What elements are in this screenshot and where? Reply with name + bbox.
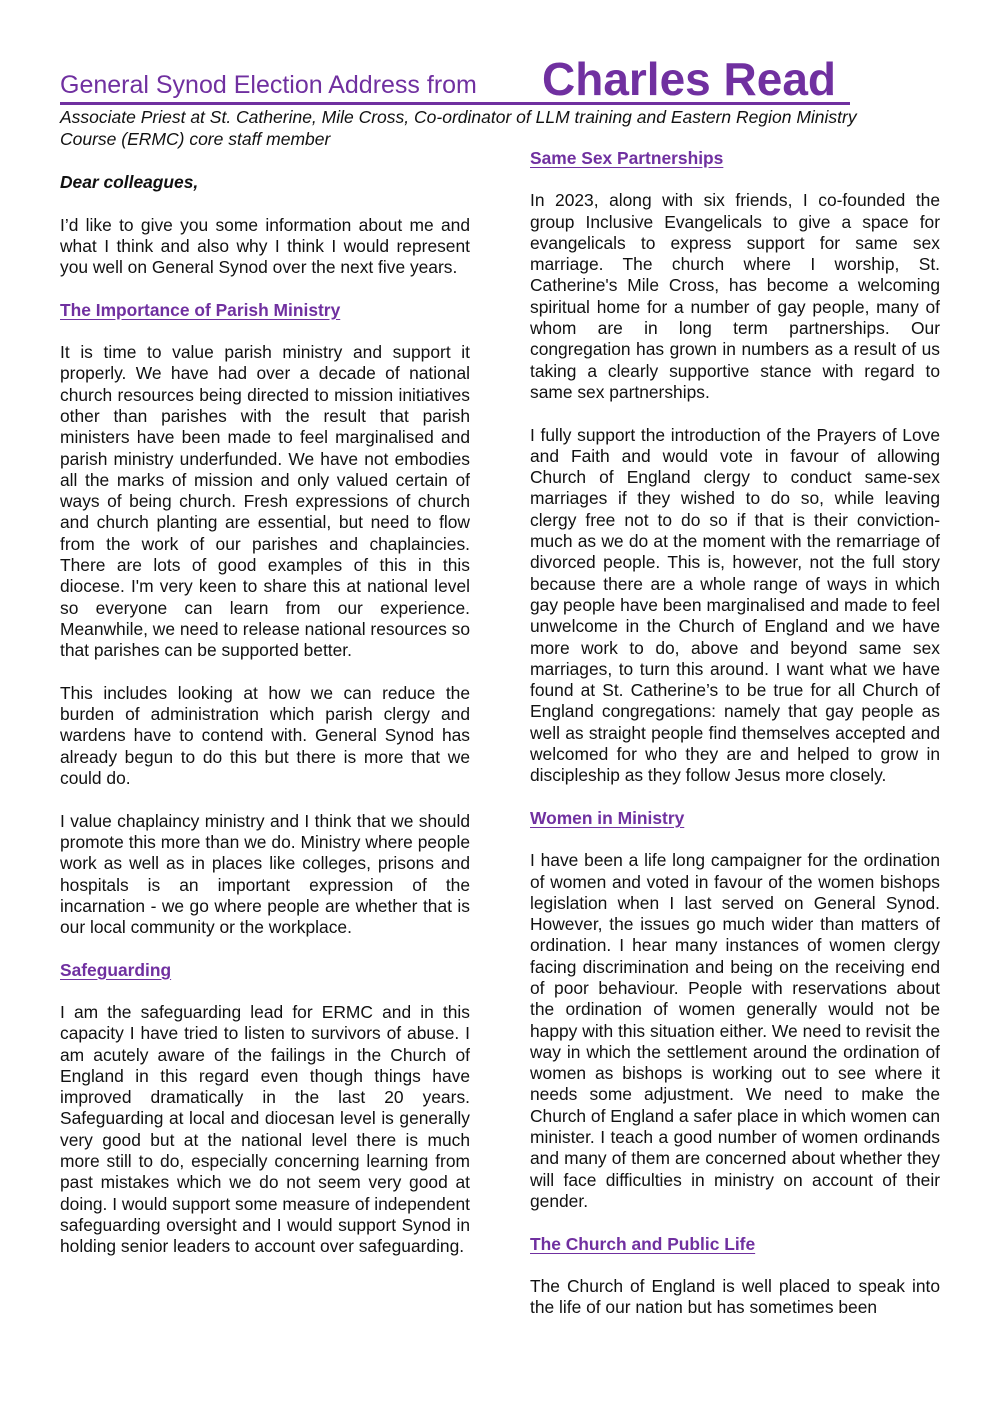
parish-paragraph-1: It is time to value parish ministry and support it properly. We have had over a decade of national church resources being directed to mission initiatives other than parishes with the result that parish ministers have been made to feel marginalised and parish ministry underfunded. We have not embodies all the marks of mission and only valued certain of ways of being church. Fresh expressions of church and church planting are essential, but need to flow from the work of our parishes and chaplaincies. There are lots of good examples of this in this diocese. I'm very keen to share this at national level so everyone can learn from our experience. Meanwhile, we need to release national resources so that parishes can be supported better.: [60, 342, 470, 661]
left-column: [60, 172, 470, 1258]
section-heading-women-in-ministry: Women in Ministry: [530, 807, 685, 828]
section-heading-safeguarding: Safeguarding: [60, 959, 172, 980]
public-life-paragraph: The Church of England is well placed to speak into the life of our nation but has sometimes been: [530, 1275, 940, 1318]
candidate-roles: Associate Priest at St. Catherine, Mile Cross, Co-ordinator of LLM training and Eastern Region Ministry Course (ERMC) core staff member: [60, 107, 857, 149]
ssp-paragraph-1: In 2023, along with six friends, I co-founded the group Inclusive Evangelicals to give a space for evangelicals to express support for same sex marriage. The church where I worship, St. Catherine's Mile Cross, has become a welcoming spiritual home for a number of gay people, many of whom are in long term partnerships. Our congregation has grown in numbers as a result of us taking a clearly supportive stance with regard to same sex partnerships.: [530, 190, 940, 402]
section-heading-church-public-life: The Church and Public Life: [530, 1233, 756, 1254]
section-heading-same-sex-partnerships: Same Sex Partnerships: [530, 148, 724, 168]
section-heading-parish-ministry: The Importance of Parish Ministry: [60, 299, 341, 320]
title-prefix: General Synod Election Address from: [60, 71, 477, 99]
greeting: Dear colleagues,: [60, 172, 199, 192]
ssp-paragraph-2: I fully support the introduction of the Prayers of Love and Faith and would vote in favour of allowing Church of England clergy to conduct same-sex marriages if they wished to do so, while leaving clergy free not to do so if that is their conviction- much as we do at the moment with the remarriage of divorced people. This is, however, not the full story because there are a whole range of ways in which gay people have been marginalised and made to feel unwelcome in the Church of England and we have more work to do, above and beyond same sex marriages, to turn this around. I want what we have found at St. Catherine’s to be true for all Church of England congregations: namely that gay people as well as straight people find themselves accepted and welcomed for who they are and helped to grow in discipleship as they follow Jesus more closely.: [530, 424, 940, 786]
safeguarding-paragraph: I am the safeguarding lead for ERMC and in this capacity I have tried to listen to survivors of abuse. I am acutely aware of the failings in the Church of England in this regard even though things have improved dramatically in the last 20 years. Safeguarding at local and diocesan level is generally very good but at the national level there is much more still to do, especially concerning learning from past mistakes which we do not seem very good at doing. I would support some measure of independent safeguarding oversight and I would support Synod in holding senior leaders to account over safeguarding.: [60, 1001, 470, 1257]
intro-paragraph: I’d like to give you some information about me and what I think and also why I think I would represent you well on General Synod over the next five years.: [60, 214, 470, 278]
page-title: [60, 52, 850, 105]
women-paragraph: I have been a life long campaigner for the ordination of women and voted in favour of the women bishops legislation when I last served on General Synod. However, the issues go much wider than matters of ordination. I hear many instances of women clergy facing discrimination and being on the receiving end of poor behaviour. People with reservations about the ordination of women generally would not be happy with this situation either. We need to revisit the way in which the settlement around the ordination of women as bishops is working out to see where it needs some adjustment. We need to make the Church of England a safer place in which women can minister. I teach a good number of women ordinands and many of them are concerned about whether they will face difficulties in ministry on account of their gender.: [530, 850, 940, 1211]
right-column: [530, 148, 940, 1318]
parish-paragraph-2: This includes looking at how we can reduce the burden of administration which parish clergy and wardens have to contend with. General Synod has already begun to do this but there is more that we could do.: [60, 682, 470, 789]
parish-paragraph-3: I value chaplaincy ministry and I think that we should promote this more than we do. Ministry where people work as well as in places like colleges, prisons and hospitals is an important expression of the incarnation - we go where people are whether that is our local community or the workplace.: [60, 810, 470, 938]
candidate-name: Charles Read: [542, 53, 837, 105]
